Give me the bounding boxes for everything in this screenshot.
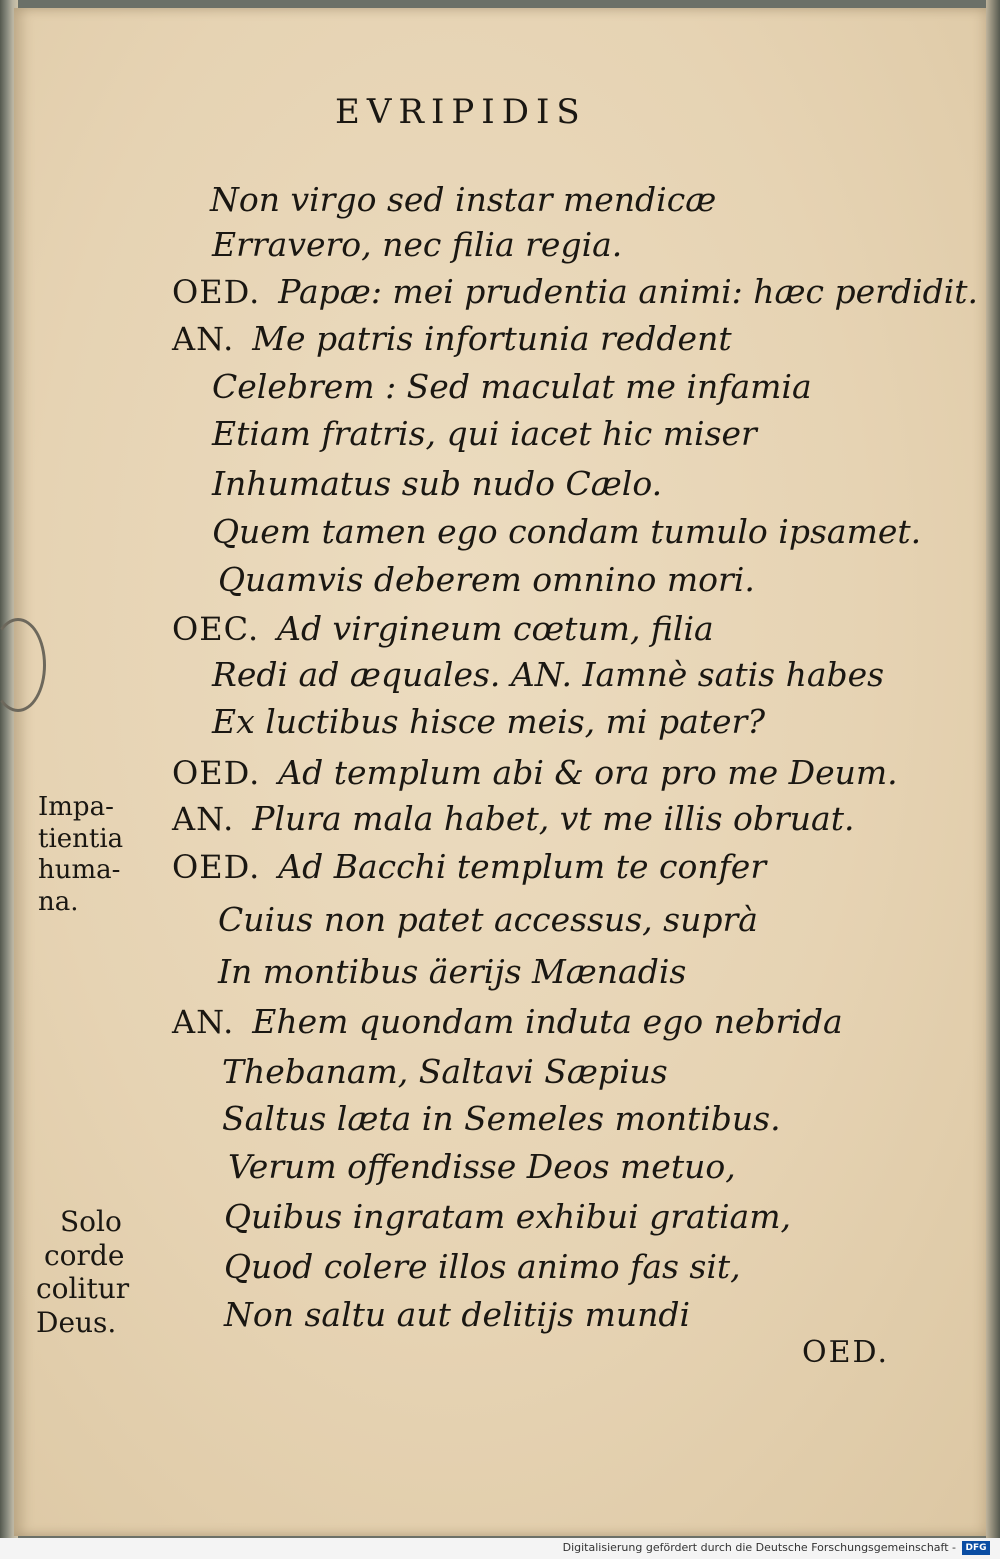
text-line-8: Quem tamen ego condam tumulo ipsamet. (212, 512, 922, 551)
catchword: OED. (802, 1335, 890, 1370)
text-line-3: OED. Papæ: mei prudentia animi: hæc perdidit. (172, 272, 979, 311)
text-line-12: Ex luctibus hisce meis, mi pater? (212, 702, 766, 741)
footer-credit: Digitalisierung gefördert durch die Deutsche Forschungsgemeinschaft - (562, 1541, 956, 1554)
text-line-4: AN. Me patris infortunia reddent (172, 319, 732, 358)
text-line-9: Quamvis deberem omnino mori. (218, 560, 755, 599)
marginal-note-impatientia: Impa- tientia huma- na. (38, 792, 124, 918)
text-line-24: Non saltu aut delitijs mundi (224, 1295, 691, 1334)
marginal-note-solo-corde: Solo corde colitur Deus. (36, 1205, 130, 1339)
text-line-11: Redi ad æquales. AN. Iamnè satis habes (212, 655, 885, 694)
text-line-14: AN. Plura mala habet, vt me illis obruat. (172, 799, 855, 838)
text-line-5: Celebrem : Sed maculat me infamia (212, 367, 812, 406)
text-line-23: Quod colere illos animo fas sit, (224, 1247, 741, 1286)
text-line-10: OEC. Ad virgineum cœtum, filia (172, 609, 714, 648)
text-line-22: Quibus ingratam exhibui gratiam, (224, 1197, 791, 1236)
text-line-6: Etiam fratris, qui iacet hic miser (212, 414, 757, 453)
text-line-19: Thebanam, Saltavi Sæpius (222, 1052, 668, 1091)
text-line-15: OED. Ad Bacchi templum te confer (172, 847, 767, 886)
text-line-21: Verum offendisse Deos metuo, (228, 1147, 736, 1186)
running-head: EVRIPIDIS (335, 92, 587, 132)
text-line-17: In montibus äerijs Mænadis (218, 952, 687, 991)
text-line-16: Cuius non patet accessus, suprà (218, 900, 758, 939)
text-line-7: Inhumatus sub nudo Cælo. (212, 464, 663, 503)
text-line-20: Saltus læta in Semeles montibus. (222, 1099, 781, 1138)
text-line-13: OED. Ad templum abi & ora pro me Deum. (172, 753, 898, 792)
dfg-logo[interactable]: DFG (962, 1541, 990, 1555)
book-gutter-edge (986, 0, 1000, 1540)
text-line-1: Non virgo sed instar mendicæ (210, 180, 717, 219)
text-line-18: AN. Ehem quondam induta ego nebrida (172, 1002, 843, 1041)
text-line-2: Erravero, nec filia regia. (212, 225, 623, 264)
